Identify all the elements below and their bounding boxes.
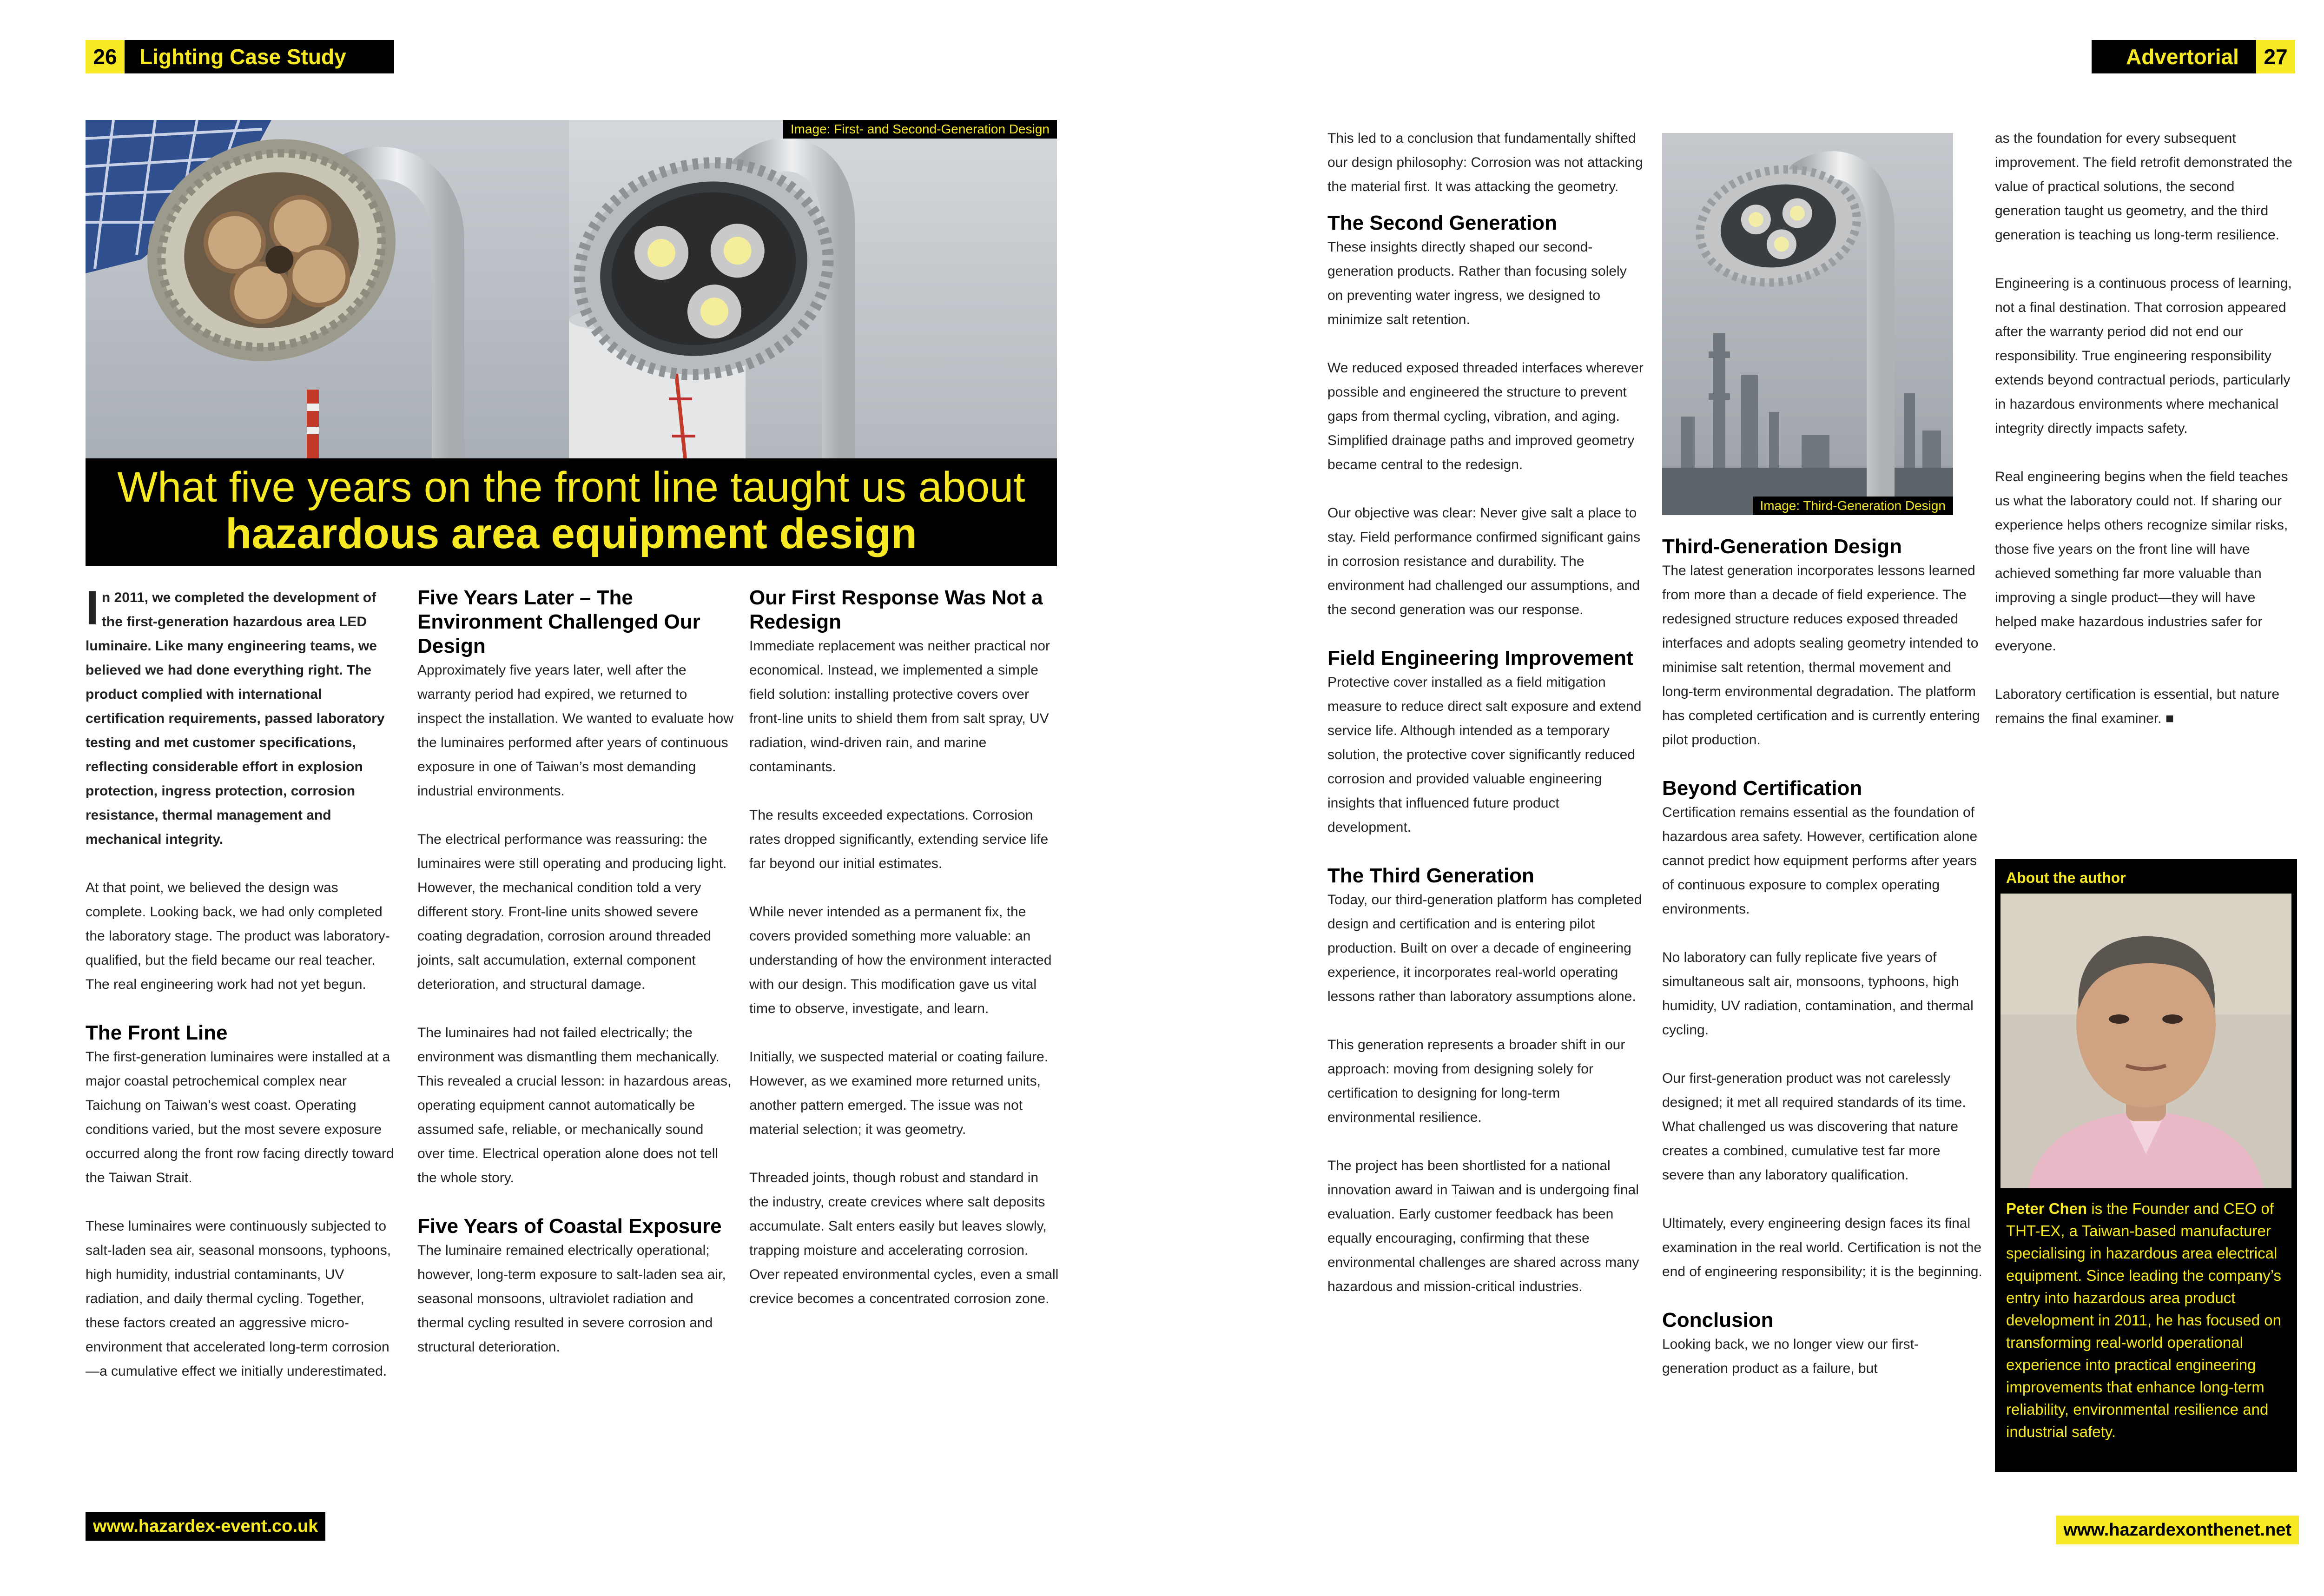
left-section-title: Lighting Case Study	[139, 45, 346, 69]
author-portrait-illustration	[2000, 894, 2291, 1188]
paragraph: Today, our third-generation platform has completed design and certification and is entering pilot production. Built on over a decade of engineering experience, it incorporates real-world operating lessons rather than laboratory assumptions alone.	[1327, 892, 1642, 1004]
hero-image-caption: Image: First- and Second-Generation Design	[783, 120, 1057, 139]
paragraph: At that point, we believed the design was complete. Looking back, we had only completed the laboratory stage. The product was laboratory-qualified, but the field became our real teacher. The real engineering work had not yet begun.	[86, 880, 390, 992]
author-bio-text: is the Founder and CEO of THT-EX, a Taiwan-based manufacturer specialising in hazardous area electrical equipment. Since leading the company’s entry into hazardous area product development in 2011, he has focused on transforming real-world operational experience into practical engineering improvements that enhance long-term reliability, environmental resilience and industrial safety.	[2006, 1200, 2281, 1440]
heading-coastal-exposure: Five Years of Coastal Exposure	[417, 1215, 722, 1238]
heading-front-line: The Front Line	[86, 1021, 228, 1044]
left-column-3	[749, 586, 1061, 1311]
paragraph: as the foundation for every subsequent improvement. The field retrofit demonstrated the value of practical solutions, the second generation taught us geometry, and the third generation is teaching us long-term resilience.	[1995, 131, 2292, 243]
paragraph: Laboratory certification is essential, but nature remains the final examiner. ■	[1995, 687, 2279, 726]
right-footer-url-text[interactable]: www.hazardexonthenet.net	[2063, 1520, 2291, 1540]
heading-five-years-later: Five Years Later – The Environment Challenged Our Design	[417, 586, 700, 657]
heading-third-gen-design: Third-Generation Design	[1662, 535, 1902, 558]
paragraph: The electrical performance was reassuring: the luminaires were still operating and producing light. However, the mechanical condition told a very different story. Front-line units showed severe coating degradation, corrosion around threaded joints, salt accumulation, external component deterioration, and structural damage.	[417, 832, 727, 992]
paragraph: The luminaire remained electrically operational; however, long-term exposure to salt-laden sea air, seasonal monsoons, ultraviolet radiation and thermal cycling resulted in severe corrosion and structural deterioration.	[417, 1243, 726, 1355]
hero-title-band	[86, 458, 1057, 566]
heading-field-engineering: Field Engineering Improvement	[1327, 647, 1633, 669]
right-section-title: Advertorial	[2126, 45, 2239, 69]
paragraph: Threaded joints, though robust and standard in the industry, create crevices where salt deposits accumulate. Salt enters easily but leaves slowly, trapping moisture and accelerating corrosion. Over repeated environmental cycles, even a small crevice becomes a concentrated corrosion zone.	[749, 1170, 1059, 1306]
heading-first-response: Our First Response Was Not a Redesign	[749, 586, 1043, 633]
right-page-header	[2092, 40, 2295, 73]
paragraph: The first-generation luminaires were installed at a major coastal petrochemical complex near Taichung on Taiwan’s west coast. Operating conditions varied, but the most severe exposure occurred along the front row facing directly toward the Taiwan Strait.	[86, 1049, 394, 1185]
paragraph: The project has been shortlisted for a national innovation award in Taiwan and is undergoing final evaluation. Early customer feedback has been equally encouraging, confirming that these environmental challenges are shared across many hazardous and mission-critical industries.	[1327, 1158, 1639, 1294]
paragraph: Certification remains essential as the foundation of hazardous area safety. However, certification alone cannot predict how equipment performs after years of continuous exposure to complex operating environments.	[1662, 805, 1978, 917]
about-author-box	[1995, 859, 2297, 1472]
right-column-3	[1995, 126, 2292, 731]
paragraph: Real engineering begins when the field teaches us what the laboratory could not. If sharing our experience helps others recognize similar risks, those five years on the front line will have achieved something far more valuable than improving a single product—they will have helped make hazardous industries safer for everyone.	[1995, 469, 2288, 654]
drop-cap: I	[86, 581, 99, 635]
left-footer-url[interactable]	[86, 1512, 325, 1541]
right-column-2	[1662, 535, 1983, 1381]
paragraph: Our objective was clear: Never give salt a place to stay. Field performance confirmed significant gains in corrosion resistance and durability. The environment had challenged our assumptions, and the second generation was our response.	[1327, 505, 1641, 617]
author-name: Peter Chen	[2006, 1200, 2087, 1217]
right-column-1	[1327, 126, 1644, 1299]
paragraph: These insights directly shaped our second-generation products. Rather than focusing solely on preventing water ingress, we designed to minimize salt retention.	[1327, 239, 1627, 327]
third-gen-caption: Image: Third-Generation Design	[1753, 497, 1953, 515]
left-page-header	[86, 40, 394, 73]
paragraph: Engineering is a continuous process of learning, not a final destination. That corrosion appeared after the warranty period did not end our responsibility. True engineering responsibility extends beyond contractual periods, particularly in hazardous environments where mechanical integrity directly impacts safety.	[1995, 276, 2292, 436]
hero-title-line1: What five years on the front line taught us about	[117, 464, 1025, 511]
intro-paragraph: In 2011, we completed the development of the first-generation hazardous area LED luminaire. Like many engineering teams, we believed we had done everything right. The product complied with international certification requirements, passed laboratory testing and met customer specifications, reflecting considerable effort in explosion protection, ingress protection, corrosion resistance, thermal management and mechanical integrity.	[86, 581, 385, 847]
paragraph: These luminaires were continuously subjected to salt-laden sea air, seasonal monsoons, typhoons, high humidity, industrial contaminants, UV radiation, and daily thermal cycling. Together, these factors created an aggressive micro-environment that accelerated long-term corrosion—a cumulative effect we initially underestimated.	[86, 1219, 391, 1379]
author-photo	[2000, 894, 2291, 1188]
paragraph: Protective cover installed as a field mitigation measure to reduce direct salt exposure and extend service life. Although intended as a temporary solution, the protective cover significantly reduced corrosion and provided valuable engineering insights that influenced future product development.	[1327, 675, 1642, 835]
paragraph: This led to a conclusion that fundamentally shifted our design philosophy: Corrosion was not attacking the material first. It was attacking the geometry.	[1327, 131, 1643, 194]
hero-image	[86, 120, 1057, 458]
paragraph: The results exceeded expectations. Corrosion rates dropped significantly, extending service life far beyond our initial estimates.	[749, 808, 1049, 871]
left-column-1	[86, 581, 397, 1384]
paragraph: Ultimately, every engineering design faces its final examination in the real world. Certification is not the end of engineering responsibility; it is the beginning.	[1662, 1216, 1982, 1279]
hero-photo-illustration	[86, 120, 1057, 458]
paragraph: The luminaires had not failed electrically; the environment was dismantling them mechanically. This revealed a crucial lesson: in hazardous areas, operating equipment cannot automatically be assumed safe, reliable, or mechanically sound over time. Electrical operation alone does not tell the whole story.	[417, 1025, 732, 1185]
paragraph: Initially, we suspected material or coating failure. However, as we examined more returned units, another pattern emerged. The issue was not material selection; it was geometry.	[749, 1049, 1049, 1137]
paragraph: This generation represents a broader shift in our approach: moving from designing solely for certification to designing for long-term environmental resilience.	[1327, 1037, 1625, 1125]
third-gen-image	[1662, 133, 1953, 515]
right-footer-url[interactable]	[2056, 1516, 2299, 1544]
paragraph: Approximately five years later, well after the warranty period had expired, we returned to inspect the installation. We wanted to evaluate how the luminaires performed after years of continuous exposure in one of Taiwan’s most demanding industrial environments.	[417, 662, 733, 799]
author-bio	[2006, 1198, 2288, 1443]
paragraph: No laboratory can fully replicate five years of simultaneous salt air, monsoons, typhoons, high humidity, UV radiation, contamination, and thermal cycling.	[1662, 950, 1974, 1038]
paragraph: We reduced exposed threaded interfaces wherever possible and engineered the structure to prevent gaps from thermal cycling, vibration, and aging. Simplified drainage paths and improved geometry became central to the redesign.	[1327, 360, 1644, 472]
heading-beyond-certification: Beyond Certification	[1662, 777, 1862, 800]
hero-title-line2: hazardous area equipment design	[225, 510, 917, 557]
about-author-heading: About the author	[2006, 869, 2126, 886]
right-page-number: 27	[2256, 40, 2295, 73]
paragraph: Immediate replacement was neither practical nor economical. Instead, we implemented a simple field solution: installing protective covers over front-line units to shield them from salt spray, UV radiation, wind-driven rain, and marine contaminants.	[749, 638, 1050, 775]
heading-second-generation: The Second Generation	[1327, 212, 1557, 234]
left-column-2	[417, 586, 733, 1359]
paragraph: The latest generation incorporates lessons learned from more than a decade of field experience. The redesigned structure reduces exposed threaded interfaces and adopts sealing geometry intended to minimise salt retention, thermal movement and long-term environmental degradation. The platform has completed certification and is currently entering pilot production.	[1662, 563, 1980, 748]
heading-third-generation: The Third Generation	[1327, 864, 1534, 887]
third-gen-photo-illustration	[1662, 133, 1953, 515]
paragraph: Looking back, we no longer view our first-generation product as a failure, but	[1662, 1337, 1919, 1376]
paragraph: Our first-generation product was not carelessly designed; it met all required standards of its time. What challenged us was discovering that nature creates a combined, cumulative test far more severe than any laboratory qualification.	[1662, 1071, 1966, 1183]
heading-conclusion: Conclusion	[1662, 1309, 1774, 1331]
left-page-number: 26	[86, 40, 125, 73]
left-footer-url-text[interactable]: www.hazardex-event.co.uk	[93, 1516, 318, 1536]
paragraph: While never intended as a permanent fix, the covers provided something more valuable: an understanding of how the environment interacted with our design. This modification gave us vital time to observe, investigate, and learn.	[749, 904, 1052, 1016]
